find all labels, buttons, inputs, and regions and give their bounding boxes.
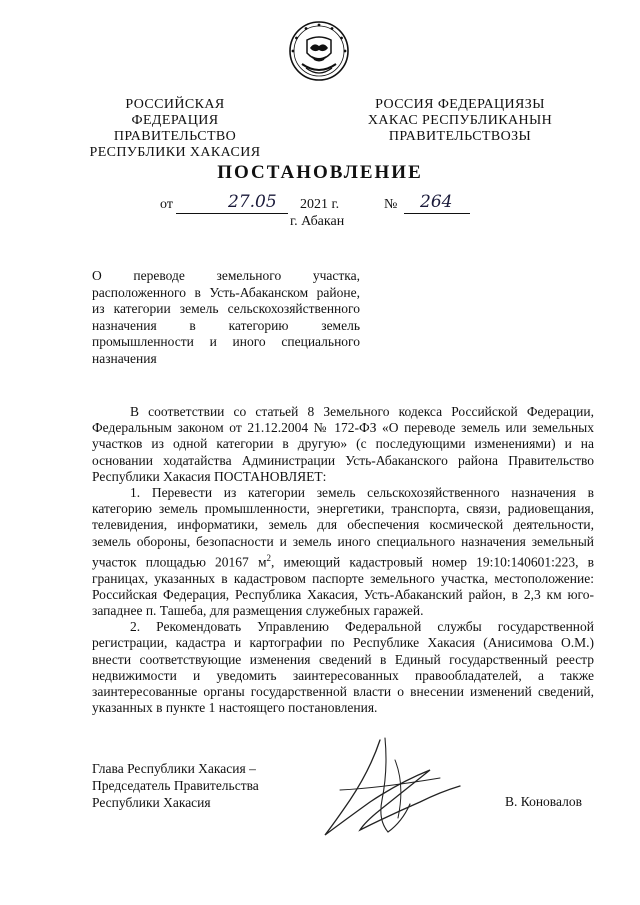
header-right-line: ПРАВИТЕЛЬСТВОЗЫ xyxy=(388,129,532,144)
number-handwritten: 264 xyxy=(420,192,453,212)
signatory-name: В. Коновалов xyxy=(505,794,582,809)
date-year: 2021 г. xyxy=(300,197,340,212)
header-right-line: РОССИЯ ФЕДЕРАЦИЯЗЫ xyxy=(375,97,545,112)
subject-line: назначения xyxy=(92,350,157,366)
handwritten-signature xyxy=(310,730,480,850)
signatory-position xyxy=(92,760,312,811)
document-body xyxy=(92,404,594,716)
header-left-line: РЕСПУБЛИКИ ХАКАСИЯ xyxy=(89,145,261,160)
date-handwritten: 27.05 xyxy=(228,192,277,212)
header-right xyxy=(360,97,560,145)
header-left-line: РОССИЙСКАЯ ФЕДЕРАЦИЯ xyxy=(125,97,225,128)
date-underline xyxy=(176,213,288,214)
coat-of-arms-emblem xyxy=(288,20,350,82)
subject-line: назначения в категорию земель xyxy=(92,317,360,333)
signatory-line: Глава Республики Хакасия – xyxy=(92,761,256,776)
body-intro: В соответствии со статьей 8 Земельного кодекса Российской Федерации, Федеральным законом от 21.12.2004 № 172-ФЗ «О переводе земель или земельных участков из одной категории в другую» (с последующими изменениями) и на основании ходатайства Администрации Усть-Абаканского района Правительство Республики Хакасия ПОСТАНОВЛЯЕТ: xyxy=(92,404,594,484)
number-underline xyxy=(404,213,470,214)
document-title: ПОСТАНОВЛЕНИЕ xyxy=(217,162,423,183)
body-item-1-text-b: , имеющий кадастровый номер 19:10:140601:223, в границах, указанных в кадастровом паспорте земельного участка, местоположение: Российская Федерация, Республика Хакасия, Усть-Абаканский район, в 2,3 км юго-западнее п. Ташеба, для размещения служебных гаражей. xyxy=(92,554,594,618)
subject-line: из категории земель сельскохозяйственного xyxy=(92,301,360,316)
subject-block xyxy=(92,268,360,367)
header-left-line: ПРАВИТЕЛЬСТВО xyxy=(113,129,237,144)
date-line xyxy=(0,192,640,216)
date-prefix: от xyxy=(160,197,173,212)
signatory-line: Председатель Правительства xyxy=(92,778,259,793)
body-item-2: 2. Рекомендовать Управлению Федеральной службы государственной регистрации, кадастра и картографии по Республике Хакасия (Анисимова О.М.) внести соответствующие изменения сведений в Единый государственный реестр недвижимости и уведомить заинтересованных правообладателей, а также заинтересованные органы государственной власти о внесении изменений сведений, указанных в пункте 1 настоящего постановления. xyxy=(92,619,594,716)
superscript: 2 xyxy=(266,552,271,563)
subject-line: расположенного в Усть-Абаканском районе, xyxy=(92,284,360,300)
header-right-line: ХАКАС РЕСПУБЛИКАНЫН xyxy=(367,113,553,128)
subject-line: промышленности и иного специального xyxy=(92,334,360,349)
header-left xyxy=(80,97,270,161)
body-item-1-text-a: 1. Перевести из категории земель сельскохозяйственного назначения в категорию земель промышленности, энергетики, транспорта, связи, радиовещания, телевидения, информатики, земель для обеспечения космической деятельности, земель обороны, безопасности и земель иного специального назначения земельный участок площадью 20167 м xyxy=(92,485,594,570)
number-sign: № xyxy=(384,197,398,212)
body-item-1 xyxy=(92,485,594,619)
signatory-line: Республики Хакасия xyxy=(92,795,211,810)
city: г. Абакан xyxy=(290,214,345,229)
subject-line: О переводе земельного участка, xyxy=(92,268,360,283)
